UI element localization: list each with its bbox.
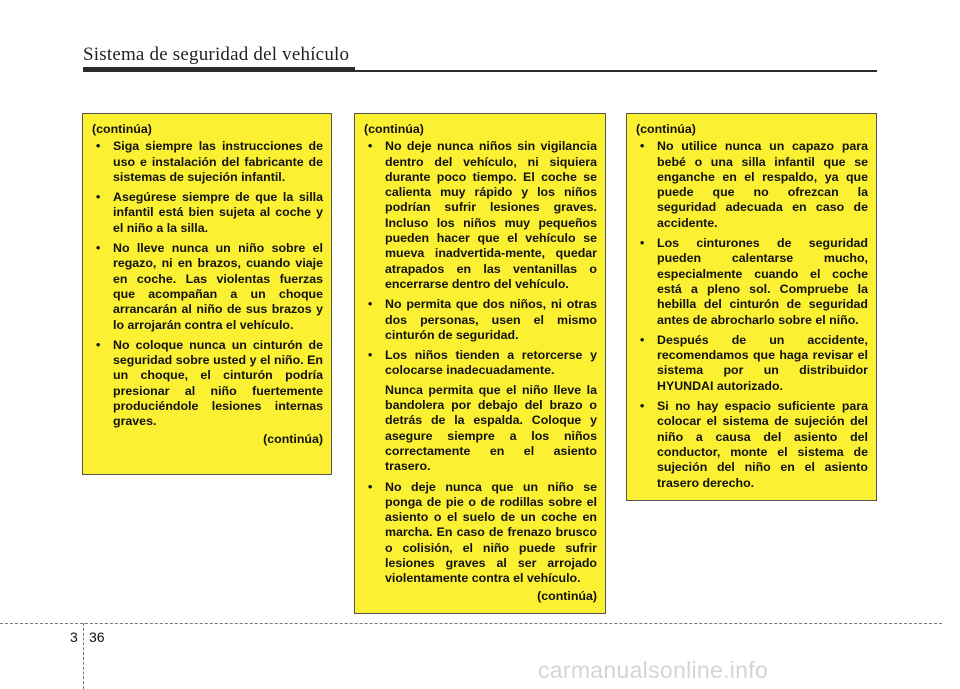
list-item: • No permita que dos niños, ni otras dos personas, usen el mismo cinturón de seguridad.: [364, 297, 597, 343]
warning-box-2: [354, 113, 606, 614]
watermark: carmanualsonline.info: [538, 657, 769, 683]
list-item: • No utilice nunca un capazo para bebé o una silla infantil que se enganche en el respaldo, ya que puede que no ofrezcan la seguridad adecuada en caso de accidente.: [636, 139, 868, 231]
footer-divider-vertical: [83, 623, 84, 689]
bullet-list: [364, 480, 597, 587]
chapter-number: 3: [70, 629, 78, 645]
warning-box-3: [626, 113, 877, 501]
header-rule-thick: [83, 67, 355, 72]
list-item: • No coloque nunca un cinturón de seguridad sobre usted y el niño. En un choque, el cinturón podría presionar al niño fuertemente produciéndole lesiones internas graves.: [92, 338, 323, 430]
list-item: • Siga siempre las instrucciones de uso e instalación del fabricante de sistemas de sujeción infantil.: [92, 139, 323, 185]
list-item: • Los niños tienden a retorcerse y colocarse inadecuadamente.: [364, 348, 597, 379]
sub-paragraph: Nunca permita que el niño lleve la bandolera por debajo del brazo o detrás de la espalda. Coloque y asegure siempre a los niños correctamente en el asiento trasero.: [385, 382, 597, 474]
warning-box-1: [82, 113, 332, 475]
list-item: • No deje nunca que un niño se ponga de pie o de rodillas sobre el asiento o el suelo de un coche en marcha. En caso de frenazo brusco o colisión, el niño puede sufrir lesiones graves al ser arrojado violentamente contra el vehículo.: [364, 480, 597, 587]
list-item: • No deje nunca niños sin vigilancia dentro del vehículo, ni siquiera durante poco tiempo. El coche se calienta muy rápido y los niños podrían sufrir lesiones graves. Incluso los niños muy pequeños pueden hacer que el vehículo se mueva inadvertida-mente, quedar atrapados en las ventanillas o encerrarse dentro del vehículo.: [364, 139, 597, 292]
continued-label: (continúa): [636, 122, 696, 136]
continues-label: (continúa): [263, 431, 323, 446]
bullet-list: [636, 139, 868, 491]
bullet-list: [364, 139, 597, 378]
list-item: • Asegúrese siempre de que la silla infantil está bien sujeta al coche y el niño a la silla.: [92, 190, 323, 236]
list-item: • Después de un accidente, recomendamos que haga revisar el sistema por un distribuidor HYUNDAI autorizado.: [636, 333, 868, 394]
header-rule-thin: [355, 70, 877, 72]
continues-label: (continúa): [537, 588, 597, 603]
list-item: • Los cinturones de seguridad pueden calentarse mucho, especialmente cuando el coche está a pleno sol. Compruebe la hebilla del cinturón de seguridad antes de abrocharlo sobre el niño.: [636, 236, 868, 328]
list-item: • No lleve nunca un niño sobre el regazo, ni en brazos, cuando viaje en coche. Las violentas fuerzas que acompañan a un choque arrancarán al niño de sus brazos y lo arrojarán contra el vehículo.: [92, 241, 323, 333]
footer-divider: [0, 623, 942, 624]
bullet-list: [92, 139, 323, 429]
page-title: Sistema de seguridad del vehículo: [83, 44, 350, 65]
page-number: 36: [89, 629, 105, 645]
continued-label: (continúa): [364, 122, 424, 136]
continued-label: (continúa): [92, 122, 152, 136]
list-item: • Si no hay espacio suficiente para colocar el sistema de sujeción del niño a causa del asiento del conductor, monte el sistema de sujeción del niño en el asiento trasero derecho.: [636, 399, 868, 491]
